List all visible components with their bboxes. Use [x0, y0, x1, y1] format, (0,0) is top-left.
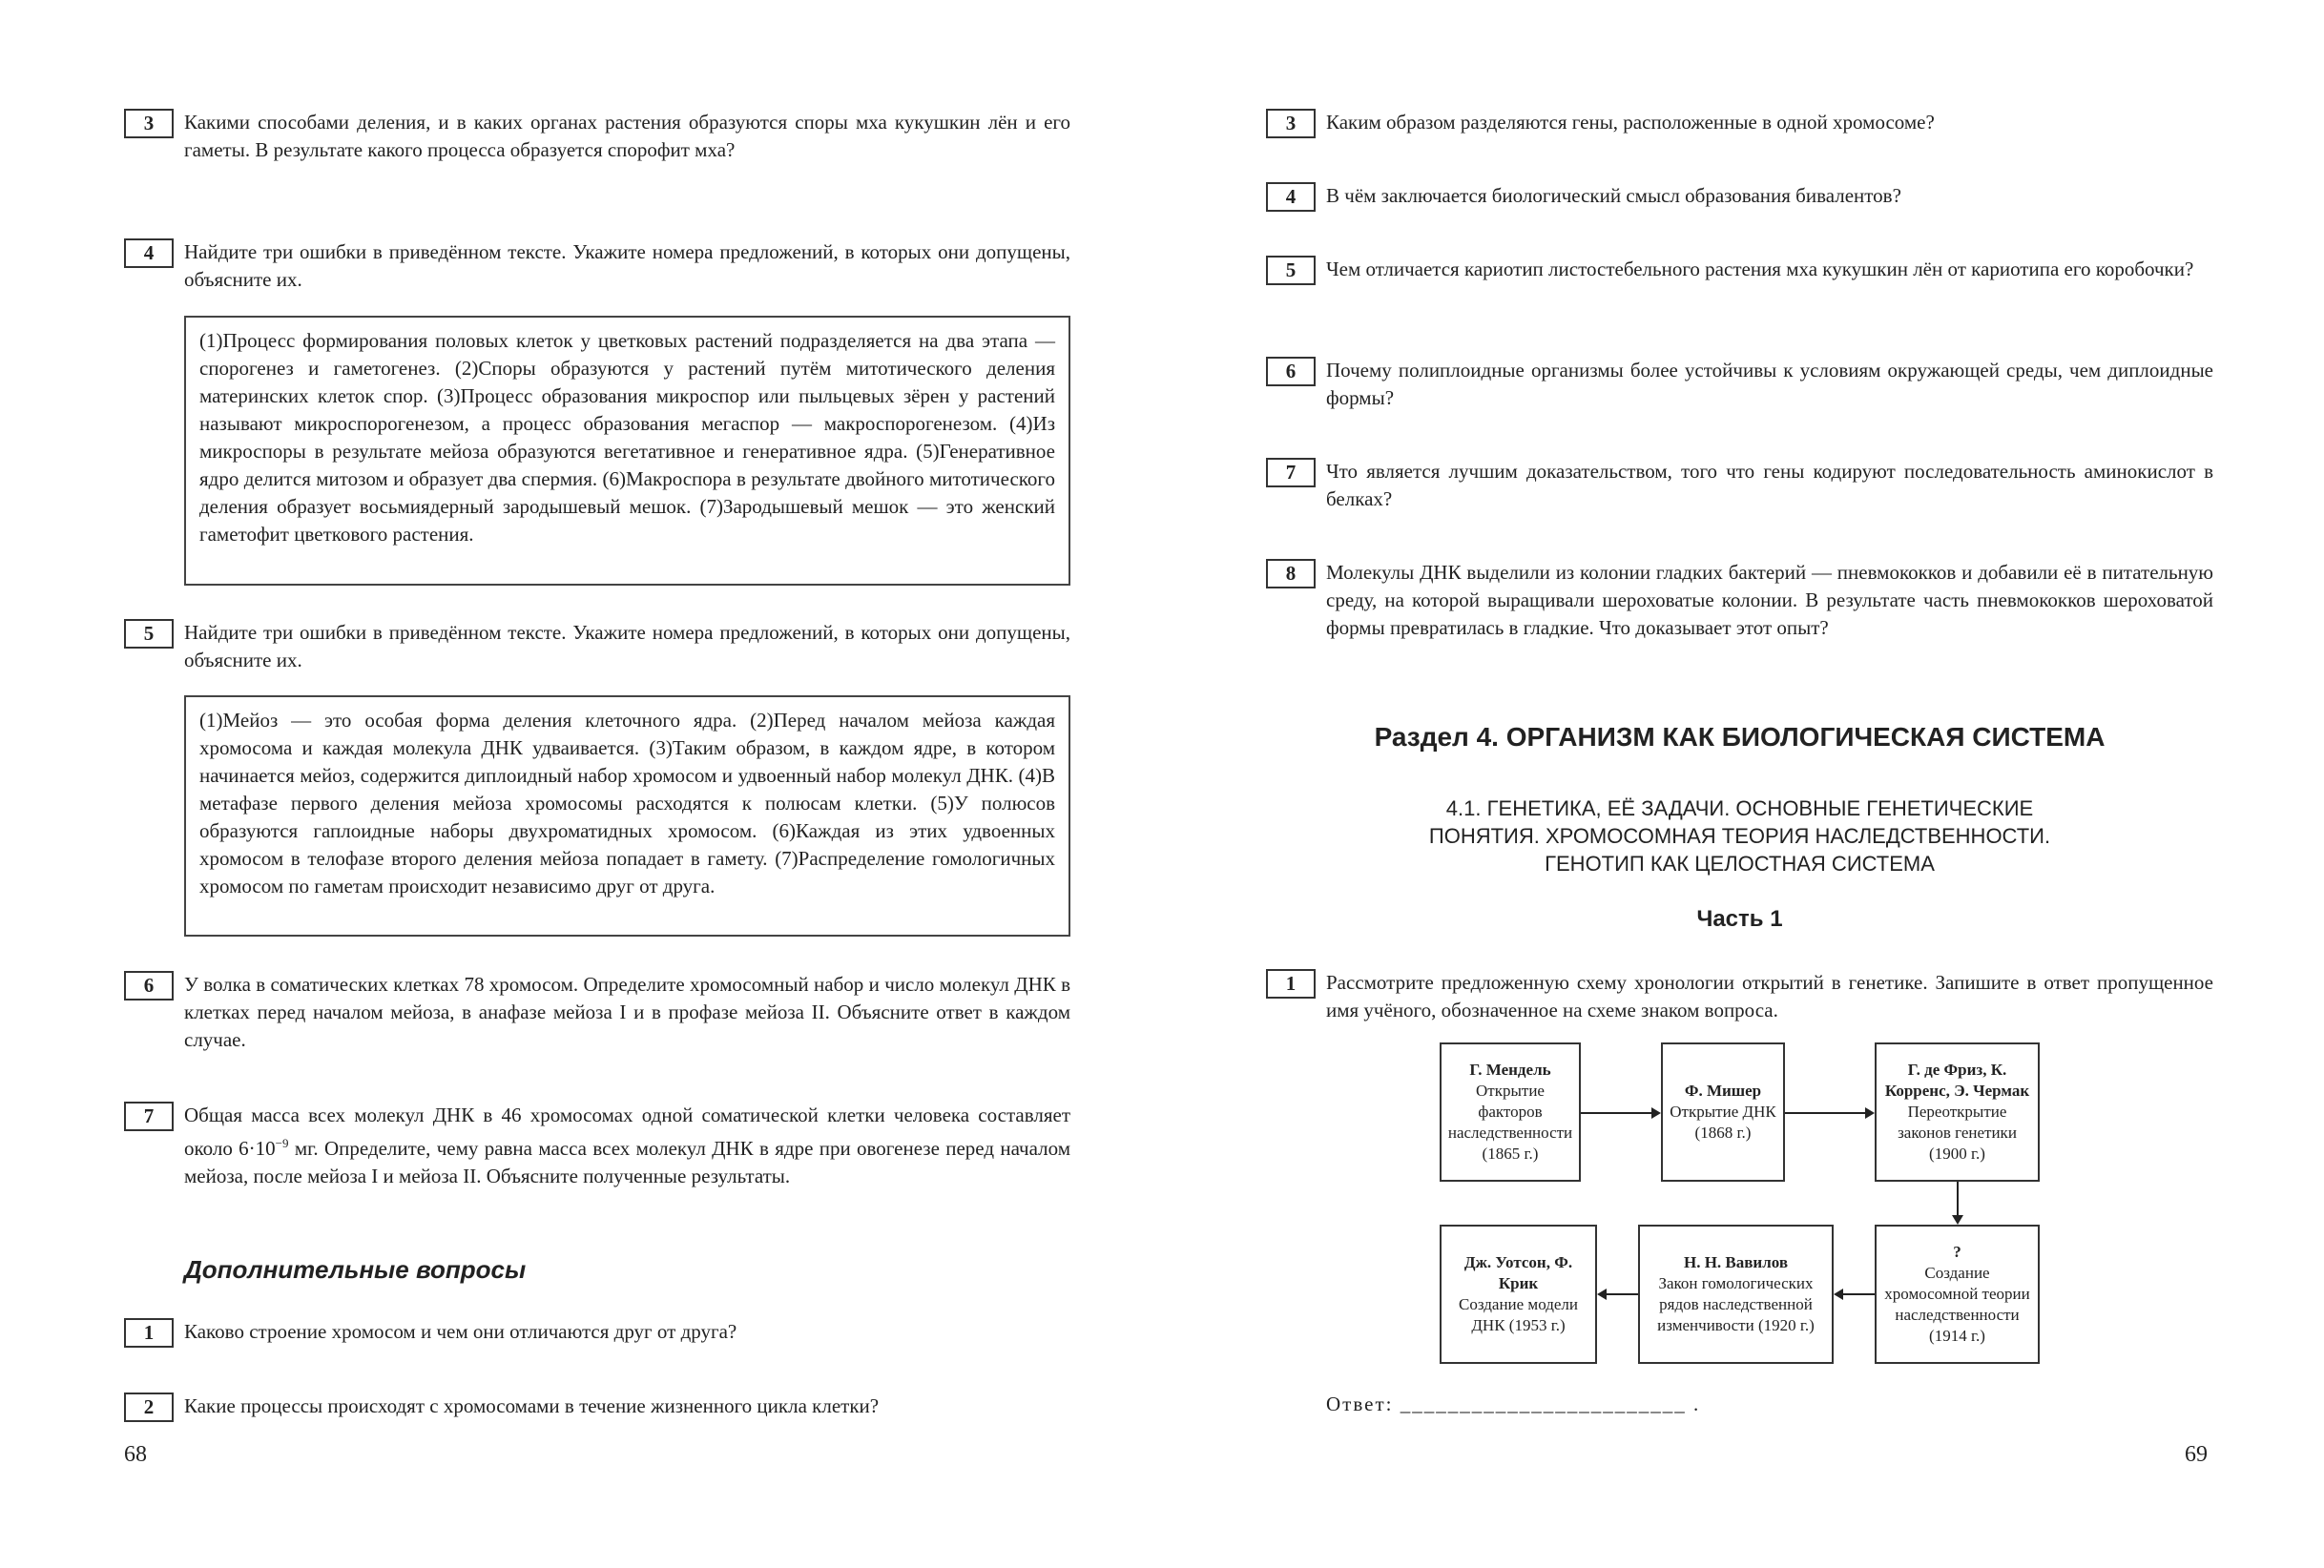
error-text-box-2: (1)Мейоз — это особая форма деления клеточного ядра. (2)Перед началом мейоза каждая хромосома и каждая молекула ДНК удваивается. (3)Таким образом, в каждом ядре, в котором начинается мейоз, содержится диплоидный набор хромосом и удвоенный набор молекул ДНК. (4)В метафазе первого деления мейоза хромосомы расходятся к полюсам клетки. (5)У полюсов образуются гаплоидные наборы двухроматидных хромосом. (6)Каждая из этих удвоенных хромосом в телофазе второго деления мейоза попадает в гамету. (7)Распределение гомологичных хромосом по гаметам происходит независимо друг от друга. [184, 695, 1070, 937]
question-number: 5 [1266, 256, 1316, 285]
question-text: Рассмотрите предложенную схему хронологии открытий в генетике. Запишите в ответ пропущенное имя учёного, обозначенное на схеме знаком вопроса. [1326, 971, 2213, 1021]
question-number: 1 [124, 1318, 174, 1348]
scientist-name: ? [1953, 1243, 1961, 1261]
question-number: 6 [124, 971, 174, 1001]
discovery: Открытие факторов наследственности (1865 г.) [1447, 1082, 1573, 1163]
section-title: Раздел 4. ОРГАНИЗМ КАК БИОЛОГИЧЕСКАЯ СИСТЕМА [1374, 722, 2106, 752]
scientist-name: Ф. Мишер [1684, 1082, 1762, 1100]
question-text: Молекулы ДНК выделили из колонии гладких бактерий — пневмококков и добавили её в питательную среду, на которой выращивали шероховатые колонии. В результате часть пневмококков шероховатой формы превратилась в гладкие. Что доказывает этот опыт? [1326, 561, 2213, 639]
discovery: Открытие ДНК (1868 г.) [1670, 1103, 1776, 1142]
diagram-box-unknown [1875, 1225, 2040, 1364]
question-text: Каково строение хромосом и чем они отличаются друг от друга? [184, 1320, 737, 1343]
extra-questions-heading: Дополнительные вопросы [184, 1255, 527, 1284]
page-number-right: 69 [2185, 1442, 2208, 1467]
text-part: Общая масса всех молекул ДНК в 46 хромосомах одной соматической клетки человека составляет около 6·10 [184, 1104, 1070, 1160]
question-text: Найдите три ошибки в приведённом тексте. Укажите номера предложений, в которых они допущены, объясните их. [184, 621, 1070, 671]
question-number: 1 [1266, 969, 1316, 999]
question-text: Каким образом разделяются гены, расположенные в одной хромосоме? [1326, 111, 1935, 134]
subsection-line: ГЕНОТИП КАК ЦЕЛОСТНАЯ СИСТЕМА [1545, 852, 1935, 876]
question-number: 4 [1266, 182, 1316, 212]
arrowhead-icon [1597, 1289, 1607, 1300]
question-text: В чём заключается биологический смысл образования бивалентов? [1326, 184, 1901, 207]
question-number: 7 [1266, 458, 1316, 487]
question-text: Найдите три ошибки в приведённом тексте. Укажите номера предложений, в которых они допущены, объясните их. [184, 240, 1070, 291]
diagram-box-watson-crick [1440, 1225, 1597, 1364]
subsection-title [1266, 794, 2213, 877]
discovery: Создание модели ДНК (1953 г.) [1459, 1295, 1578, 1334]
part-title: Часть 1 [1696, 906, 1783, 932]
diagram-box-vavilov [1638, 1225, 1834, 1364]
question-number: 4 [124, 238, 174, 268]
question-text: Какими способами деления, и в каких органах растения образуются споры мха кукушкин лён и его гаметы. В результате какого процесса образуется спорофит мха? [184, 111, 1070, 161]
discovery: Создание хромосомной теории наследственности (1914 г.) [1884, 1264, 2030, 1345]
subsection-line: 4.1. ГЕНЕТИКА, ЕЁ ЗАДАЧИ. ОСНОВНЫЕ ГЕНЕТИЧЕСКИЕ [1445, 796, 2034, 820]
arrowhead-icon [1834, 1289, 1843, 1300]
discovery: Переоткрытие законов генетики (1900 г.) [1898, 1103, 2017, 1163]
scientist-name: Г. Мендель [1469, 1061, 1551, 1079]
error-text-box-1: (1)Процесс формирования половых клеток у цветковых растений подразделяется на два этапа — спорогенез и гаметогенез. (2)Споры образуются у растений путём митотического деления материнских клеток спор. (3)Процесс образования микроспор или пыльцевых зёрен у растений называют микроспорогенезом, а процесс образования мегаспор — макроспорогенезом. (4)Из микроспоры в результате мейоза образуются вегетативное и генеративное ядра. (5)Генеративное ядро делится митозом и образует два спермия. (6)Макроспора в результате двойного митотического деления образует восьмиядерный зародышевый мешок. (7)Зародышевый мешок — это женский гаметофит цветкового растения. [184, 316, 1070, 586]
text-part: мг. Определите, чему равна масса всех молекул ДНК в ядре при овогенезе перед началом мейоза, после мейоза I и мейоза II. Объясните полученные результаты. [184, 1137, 1070, 1187]
scientist-name: Г. де Фриз, К. Корренс, Э. Чермак [1884, 1061, 2030, 1100]
arrow-left-icon [1607, 1293, 1638, 1295]
answer-field[interactable]: Ответ: ________________________ . [1326, 1393, 1701, 1415]
arrow-down-icon [1957, 1182, 1959, 1216]
question-text: Чем отличается кариотип листостебельного растения мха кукушкин лён от кариотипа его коробочки? [1326, 258, 2194, 280]
exponent: −9 [275, 1136, 289, 1150]
question-number: 5 [124, 619, 174, 649]
question-text: У волка в соматических клетках 78 хромосом. Определите хромосомный набор и число молекул ДНК в клетках перед началом мейоза, в анафазе мейоза I и в профазе мейоза II. Объясните ответ в каждом случае. [184, 973, 1070, 1051]
page-number-left: 68 [124, 1442, 147, 1467]
arrow-right-icon [1581, 1112, 1653, 1114]
scientist-name: Н. Н. Вавилов [1683, 1253, 1789, 1271]
arrow-right-icon [1785, 1112, 1867, 1114]
diagram-box-mendel [1440, 1042, 1581, 1182]
arrowhead-icon [1952, 1215, 1963, 1225]
arrowhead-icon [1651, 1107, 1661, 1119]
question-number: 6 [1266, 357, 1316, 386]
question-number: 8 [1266, 559, 1316, 588]
question-number: 2 [124, 1393, 174, 1422]
scientist-name: Дж. Уотсон, Ф. Крик [1463, 1253, 1573, 1292]
subsection-line: ПОНЯТИЯ. ХРОМОСОМНАЯ ТЕОРИЯ НАСЛЕДСТВЕННОСТИ. [1428, 824, 2051, 848]
question-text [184, 1102, 1070, 1190]
question-number: 3 [1266, 109, 1316, 138]
question-number: 3 [124, 109, 174, 138]
arrowhead-icon [1865, 1107, 1875, 1119]
question-text: Почему полиплоидные организмы более устойчивы к условиям окружающей среды, чем диплоидные формы? [1326, 359, 2213, 409]
diagram-box-de-vries [1875, 1042, 2040, 1182]
question-number: 7 [124, 1102, 174, 1131]
arrow-left-icon [1843, 1293, 1875, 1295]
question-text: Какие процессы происходят с хромосомами в течение жизненного цикла клетки? [184, 1394, 880, 1417]
question-text: Что является лучшим доказательством, того что гены кодируют последовательность аминокислот в белках? [1326, 460, 2213, 510]
diagram-box-misher [1661, 1042, 1785, 1182]
discovery: Закон гомологических рядов наследственной изменчивости (1920 г.) [1657, 1274, 1815, 1334]
